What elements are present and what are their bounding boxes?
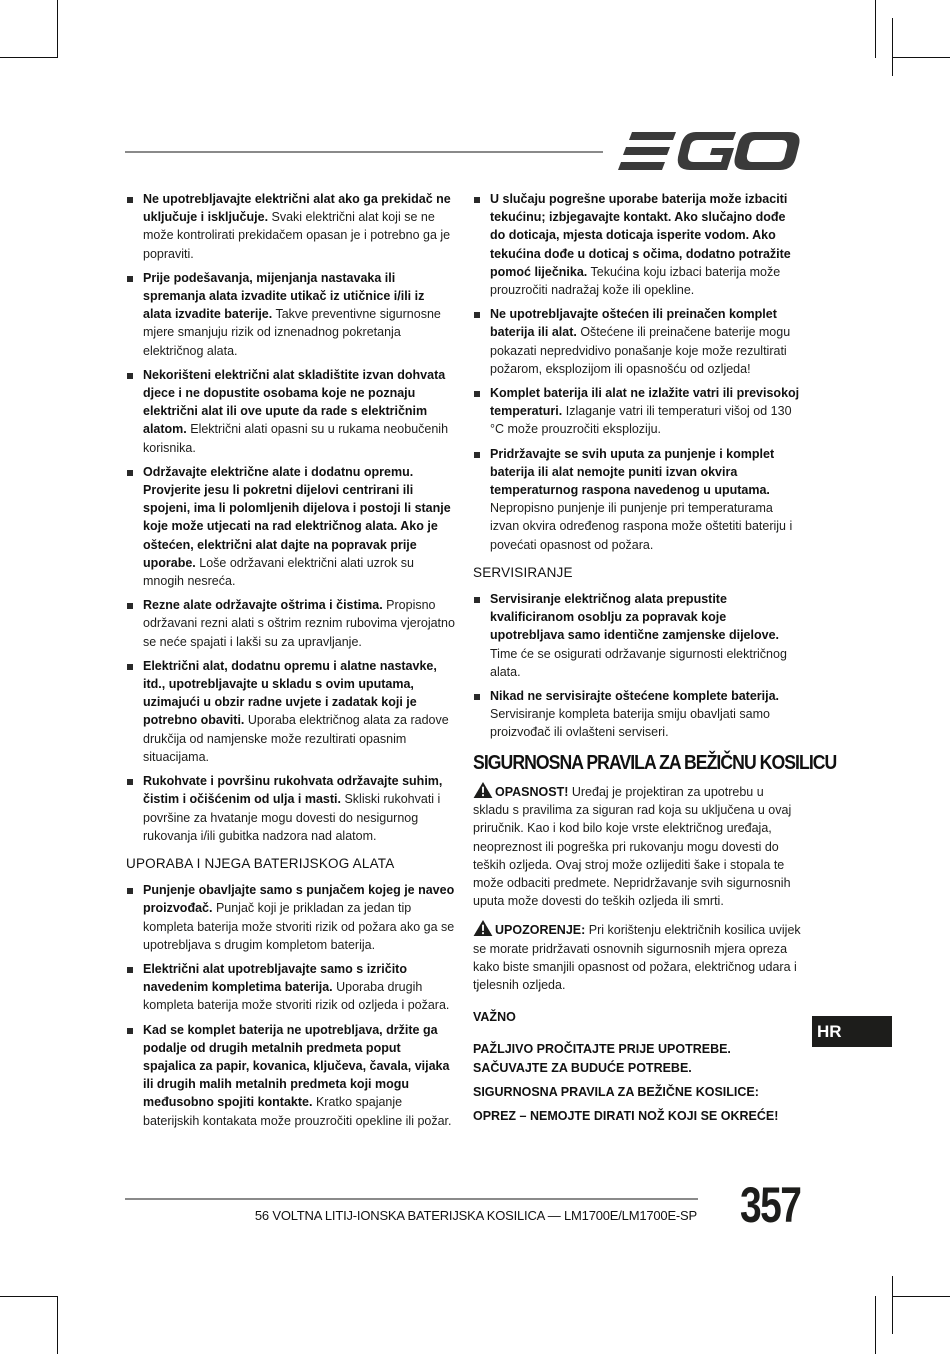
list-item: Komplet baterija ili alat ne izlažite vatri ili previsokoj temperaturi. Izlaganje vatri ili temperaturi višoj od 130 °C može prouzročiti eksploziju. [473, 384, 803, 439]
section-heading: SERVISIRANJE [473, 564, 573, 580]
bullet-icon [127, 779, 133, 785]
list-item: Punjenje obavljajte samo s punjačem kojeg je naveo proizvođač. Punjač koji je prikladan za jedan tip kompleta baterija može stvoriti rizik od požara ako ga se upotrebljava s drugim kompletom baterija. [126, 881, 456, 954]
page-number: 357 [740, 1177, 801, 1233]
mower-safety-heading: SIGURNOSNA PRAVILA ZA BEŽIČNU KOSILICU [473, 750, 837, 774]
bullet-icon [127, 967, 133, 973]
service-list [473, 590, 803, 742]
bullet-icon [474, 312, 480, 318]
list-item: Ne upotrebljavajte električni alat ako ga prekidač ne uključuje i isključuje. Svaki električni alat koji se ne može kontrolirati prekidačem opasan je i potrebno ga je popraviti. [126, 190, 456, 263]
language-tab: HR [812, 1016, 892, 1047]
bullet-icon [474, 197, 480, 203]
header-rule [125, 151, 603, 153]
bullet-icon [127, 373, 133, 379]
crop-mark [57, 0, 58, 58]
battery-list-continued [473, 190, 803, 554]
warning-triangle-icon [473, 782, 493, 798]
crop-mark [0, 57, 58, 58]
list-item: Pridržavajte se svih uputa za punjenje i komplet baterija ili alat nemojte puniti izvan okvira temperaturnog raspona navedenog u uputama. Nepropisno punjenje ili punjenje pri temperaturama izvan okvira određenog raspona može oštetiti bateriju i povećati opasnost od požara. [473, 445, 803, 554]
ego-logo [618, 130, 800, 172]
caution-blade-line: OPREZ – NEMOJTE DIRATI NOŽ KOJI SE OKREĆE! [473, 1108, 779, 1123]
mower-rules-line: SIGURNOSNA PRAVILA ZA BEŽIČNE KOSILICE: [473, 1084, 759, 1099]
important-label: VAŽNO [473, 1010, 516, 1025]
crop-mark [892, 18, 893, 76]
bullet-icon [127, 197, 133, 203]
list-item: Ne upotrebljavajte oštećen ili preinačen komplet baterija ili alat. Oštećene ili preinačene baterije mogu pokazati nepredvidivo ponašanje koje može rezultirati požarom, eksplozijom ili opasnošću od ozljeda! [473, 305, 803, 378]
list-item: Servisiranje električnog alata prepustite kvalificiranom osoblju za popravak koje upotrebljava samo identične zamjenske dijelove. Time će se osigurati održavanje sigurnosti električnog alata. [473, 590, 803, 681]
crop-mark [892, 1296, 950, 1297]
crop-mark [0, 1296, 58, 1297]
danger-paragraph: OPASNOST! Uređaj je projektiran za upotrebu u skladu s pravilima za siguran rad koja su uključena u ovaj priručnik. Kao i kod bilo koje vrste električnog uređaja, neopreznost ili pogreška pri rukovanju mogu dovesti do teških ozljeda. Ovaj stroj može ozlijediti šake i stopala te može odbaciti predmete. Nepridržavanje svih sigurnosnih uputa može dovesti do teških ozljeda ili smrti. [473, 782, 803, 910]
battery-list [126, 881, 456, 1130]
bullet-icon [474, 452, 480, 458]
list-item: Rukohvate i površinu rukohvata održavajte suhim, čistim i očišćenim od ulja i masti. Skliski rukohvati i površine za hvatanje mogu dovesti do nesigurnog rukovanja i/ili gubitka nadzora nad alatom. [126, 772, 456, 845]
warning-paragraph: UPOZORENJE: Pri korištenju električnih kosilica uvijek se morate pridržavati osnovnih sigurnosnih mjera opreza kako biste smanjili opasnost od požara, električnog udara i tjelesnih ozljeda. [473, 920, 803, 994]
list-item: Nikad ne servisirajte oštećene komplete baterija. Servisiranje kompleta baterija smiju obavljati samo proizvođač ili ovlašteni serviseri. [473, 687, 803, 742]
list-item: Održavajte električne alate i dodatnu opremu. Provjerite jesu li pokretni dijelovi centrirani ili spojeni, ima li polomljenih dijelova i postoji li stanje koje može utjecati na rad električnog alata. Ako je oštećen, električni alat dajte na popravak prije uporabe. Loše održavani električni alati uzrok su mnogih nesreća. [126, 463, 456, 590]
bullet-icon [474, 597, 480, 603]
warning-label: UPOZORENJE: [495, 923, 586, 938]
footer-product-title: 56 VOLTNA LITIJ-IONSKA BATERIJSKA KOSILICA — LM1700E/LM1700E-SP [254, 1208, 697, 1223]
danger-label: OPASNOST! [495, 784, 569, 799]
list-item: Kad se komplet baterija ne upotrebljava, držite ga podalje od drugih metalnih predmeta poput spajalica za papir, kovanica, ključeva, čavala, vijaka ili drugih malih metalnih predmeta koji mogu međusobno spojiti kontakte. Kratko spajanje baterijskih kontakata može prouzročiti opekline ili požar. [126, 1021, 456, 1130]
crop-mark [892, 1276, 893, 1334]
list-item: U slučaju pogrešne uporabe baterija može izbaciti tekućinu; izbjegavajte kontakt. Ako slučajno dođe do doticaja, mjesta doticaja isperite vodom. Ako tekućina dođe u doticaj s očima, dodatno potražite pomoć liječnika. Tekućina koju izbaci baterija može prouzročiti nadražaj kože ili opekline. [473, 190, 803, 299]
list-item: Prije podešavanja, mijenjanja nastavaka ili spremanja alata izvadite utikač iz utičnice i/ili iz alata izvadite baterije. Takve preventivne sigurnosne mjere smanjuju rizik od iznenadnog pokretanja električnog alata. [126, 269, 456, 360]
bullet-icon [474, 694, 480, 700]
list-item: Električni alat, dodatnu opremu i alatne nastavke, itd., upotrebljavajte u skladu s ovim uputama, uzimajući u obzir radne uvjete i zadatak koji je potrebno obaviti. Uporaba električnog alata za radove drukčija od namjenske može rezultirati opasnim situacijama. [126, 657, 456, 766]
list-item: Električni alat upotrebljavajte samo s izričito navedenim kompletima baterija. Uporaba drugih kompleta baterija može stvoriti rizik od ozljeda i požara. [126, 960, 456, 1015]
bullet-icon [127, 276, 133, 282]
left-column [126, 190, 456, 1136]
section-heading: UPORABA I NJEGA BATERIJSKOG ALATA [126, 855, 395, 871]
crop-mark [875, 1296, 876, 1354]
crop-mark [57, 1296, 58, 1354]
safety-list [126, 190, 456, 845]
bullet-icon [127, 603, 133, 609]
keep-for-future: SAČUVAJTE ZA BUDUĆE POTREBE. [473, 1060, 692, 1075]
warning-triangle-icon [473, 920, 493, 936]
read-before-use: PAŽLJIVO PROČITAJTE PRIJE UPOTREBE. [473, 1042, 731, 1057]
footer-rule [125, 1198, 698, 1200]
list-item: Rezne alate održavajte oštrima i čistima. Propisno održavani rezni alati s oštrim reznim rubovima vjerojatno se neće spajati i lakši su za upravljanje. [126, 596, 456, 651]
bullet-icon [127, 888, 133, 894]
bullet-icon [127, 470, 133, 476]
list-item: Nekorišteni električni alat skladištite izvan dohvata djece i ne dopustite osobama koje ne poznaju električni alat ili ove upute da rade s električnim alatom. Električni alati opasni su u rukama neobučenih korisnika. [126, 366, 456, 457]
bullet-icon [127, 664, 133, 670]
bullet-icon [474, 391, 480, 397]
crop-mark [875, 0, 876, 58]
bullet-icon [127, 1028, 133, 1034]
crop-mark [892, 57, 950, 58]
